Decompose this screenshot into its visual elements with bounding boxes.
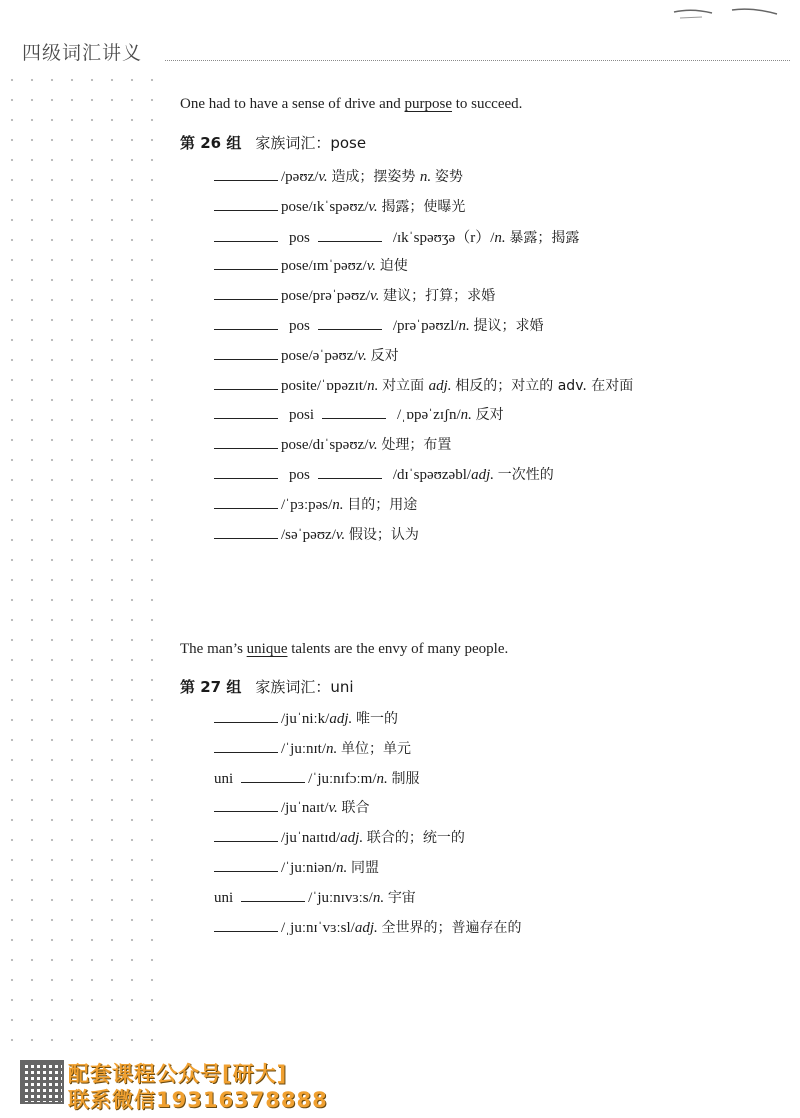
phonetic: pose/əˈpəʊz/ bbox=[281, 347, 358, 364]
qr-code-icon bbox=[20, 1060, 64, 1104]
part-of-speech: n. bbox=[332, 496, 344, 513]
phonetic: /dɪˈspəʊzəbl/ bbox=[392, 467, 472, 483]
vocab-entry bbox=[214, 226, 579, 247]
phonetic: /pəʊz/ bbox=[281, 169, 319, 185]
group-heading-26 bbox=[180, 132, 366, 153]
fill-in-blank[interactable] bbox=[214, 829, 278, 842]
fill-in-blank[interactable] bbox=[214, 740, 278, 753]
fill-in-blank[interactable] bbox=[214, 257, 278, 270]
meaning: 建议；打算；求婚 bbox=[383, 288, 496, 305]
fill-in-blank[interactable] bbox=[214, 317, 278, 330]
meaning: 联合 bbox=[341, 800, 370, 817]
vocab-entry bbox=[214, 315, 544, 335]
vocab-entry bbox=[214, 166, 463, 186]
fill-in-blank[interactable] bbox=[214, 466, 278, 479]
fill-in-blank[interactable] bbox=[241, 770, 305, 783]
fill-in-blank[interactable] bbox=[214, 229, 278, 242]
phonetic: /ˌjuːnɪˈvɜːsl/ bbox=[281, 919, 355, 936]
example-sentence-27 bbox=[180, 641, 508, 658]
sentence-text: to succeed. bbox=[452, 96, 523, 112]
vocab-entry bbox=[214, 464, 554, 484]
promo-banner bbox=[20, 1058, 328, 1112]
fill-in-blank[interactable] bbox=[214, 710, 278, 723]
part-of-speech: n. bbox=[326, 740, 338, 757]
phonetic: /ˈpɜːpəs/ bbox=[281, 496, 333, 513]
part-of-speech: n. bbox=[494, 229, 506, 246]
vocab-entry bbox=[214, 768, 420, 788]
vocab-entry bbox=[214, 797, 370, 817]
fill-in-blank[interactable] bbox=[214, 799, 278, 812]
word-prefix: uni bbox=[214, 770, 234, 787]
word-fragment: pos bbox=[289, 318, 310, 334]
phonetic: /səˈpəʊz/ bbox=[281, 526, 336, 543]
phonetic: /prəˈpəʊzl/ bbox=[392, 318, 459, 334]
meaning: 宇宙 bbox=[387, 889, 416, 906]
group-number: 第 26 组 bbox=[180, 134, 242, 152]
meaning: 姿势 bbox=[434, 169, 463, 185]
meaning: 目的；用途 bbox=[347, 496, 418, 513]
phonetic: /ˌɒpəˈzɪʃn/ bbox=[397, 407, 461, 424]
page-header-title: 四级词汇讲义 bbox=[22, 42, 143, 64]
part-of-speech: adj. bbox=[340, 830, 364, 847]
fill-in-blank[interactable] bbox=[214, 406, 278, 419]
meaning: 一次性的 bbox=[497, 467, 554, 483]
fill-in-blank[interactable] bbox=[214, 198, 278, 211]
fill-in-blank[interactable] bbox=[318, 317, 382, 330]
part-of-speech: n. bbox=[336, 860, 348, 876]
phonetic: /juˈniːk/ bbox=[281, 711, 330, 727]
sentence-keyword: unique bbox=[246, 641, 288, 657]
phonetic: /juˈnaɪt/ bbox=[281, 800, 329, 817]
part-of-speech: v. bbox=[368, 198, 378, 215]
phonetic: pose/prəˈpəʊz/ bbox=[281, 288, 371, 305]
fill-in-blank[interactable] bbox=[214, 436, 278, 449]
example-sentence-26 bbox=[180, 96, 522, 113]
part-of-speech: adj. bbox=[354, 919, 378, 936]
word-fragment: pos bbox=[289, 467, 310, 483]
part-of-speech: v. bbox=[318, 169, 328, 185]
fill-in-blank[interactable] bbox=[214, 526, 278, 539]
part-of-speech: v. bbox=[370, 288, 380, 305]
part-of-speech: n. bbox=[367, 377, 379, 394]
fill-in-blank[interactable] bbox=[214, 347, 278, 360]
part-of-speech: n. bbox=[376, 770, 388, 787]
word-prefix: uni bbox=[214, 889, 234, 906]
vocab-entry bbox=[214, 375, 633, 395]
vocab-entry bbox=[214, 708, 398, 728]
meaning: 同盟 bbox=[351, 860, 379, 876]
fill-in-blank[interactable] bbox=[214, 919, 278, 932]
meaning: 造成；摆姿势 bbox=[331, 169, 420, 185]
group-number: 第 27 组 bbox=[180, 678, 242, 696]
fill-in-blank[interactable] bbox=[214, 287, 278, 300]
meaning: 假设；认为 bbox=[348, 526, 419, 543]
fill-in-blank[interactable] bbox=[322, 406, 386, 419]
fill-in-blank[interactable] bbox=[214, 496, 278, 509]
sentence-text: One had to have a sense of drive and bbox=[180, 96, 405, 112]
meaning: 揭露；使曝光 bbox=[381, 198, 466, 215]
part-of-speech: v. bbox=[328, 800, 338, 817]
vocab-entry bbox=[214, 255, 408, 275]
phonetic: pose/dɪˈspəʊz/ bbox=[281, 437, 369, 454]
phonetic: /ˈjuːnɪfɔːm/ bbox=[308, 770, 377, 787]
phonetic: /ɪkˈspəʊʒə（r）/ bbox=[392, 229, 495, 246]
phonetic: /juˈnaɪtɪd/ bbox=[281, 830, 341, 847]
part-of-speech: n. bbox=[458, 318, 470, 334]
vocab-entry bbox=[214, 434, 451, 454]
vocab-entry bbox=[214, 345, 399, 365]
fill-in-blank[interactable] bbox=[318, 466, 382, 479]
vocab-entry bbox=[214, 917, 521, 937]
word-fragment: pos bbox=[289, 229, 310, 246]
part-of-speech: v. bbox=[335, 526, 346, 543]
meaning: 提议；求婚 bbox=[473, 318, 544, 334]
meaning: 对立面 bbox=[382, 377, 429, 394]
fill-in-blank[interactable] bbox=[214, 377, 278, 390]
vocab-entry bbox=[214, 494, 417, 514]
part-of-speech: v. bbox=[368, 437, 378, 454]
header-divider bbox=[165, 60, 790, 61]
promo-line-2: 联系微信19316378888 bbox=[68, 1088, 328, 1112]
vocab-entry bbox=[214, 827, 465, 847]
fill-in-blank[interactable] bbox=[318, 229, 382, 242]
meaning: 制服 bbox=[391, 770, 420, 787]
group-label: 家族词汇：uni bbox=[255, 678, 354, 696]
corner-scribble-icon bbox=[672, 4, 782, 24]
meaning: 暴露；揭露 bbox=[509, 229, 580, 246]
part-of-speech: adj. bbox=[329, 711, 353, 727]
meaning: 唯一的 bbox=[356, 711, 399, 727]
fill-in-blank[interactable] bbox=[214, 168, 278, 181]
vocab-entry bbox=[214, 524, 419, 544]
sentence-keyword: purpose bbox=[404, 96, 453, 112]
group-label: 家族词汇：pose bbox=[255, 134, 367, 152]
meaning: 相反的；对立的 adv. 在对面 bbox=[455, 377, 634, 394]
phonetic: /ˈjuːniən/ bbox=[281, 860, 336, 876]
meaning: 单位；单元 bbox=[341, 740, 411, 757]
group-heading-27 bbox=[180, 676, 354, 697]
promo-line-1: 配套课程公众号[研大] bbox=[68, 1062, 288, 1086]
sentence-text: talents are the envy of many people. bbox=[287, 641, 509, 657]
part-of-speech: n. bbox=[419, 169, 432, 185]
phonetic: /ˈjuːnɪt/ bbox=[281, 740, 326, 757]
dot-grid-margin bbox=[0, 70, 165, 1050]
vocab-entry bbox=[214, 887, 416, 907]
phonetic: posite/ˈɒpəzɪt/ bbox=[281, 377, 368, 394]
part-of-speech: adj. bbox=[471, 467, 494, 483]
sentence-text: The man’s bbox=[180, 641, 247, 657]
vocab-entry bbox=[214, 738, 411, 758]
meaning: 反对 bbox=[475, 407, 504, 424]
fill-in-blank[interactable] bbox=[214, 859, 278, 872]
word-fragment: posi bbox=[289, 407, 315, 424]
part-of-speech: v. bbox=[357, 347, 367, 364]
vocab-entry bbox=[214, 196, 465, 216]
meaning: 迫使 bbox=[379, 258, 408, 275]
phonetic: pose/ɪkˈspəʊz/ bbox=[281, 198, 369, 215]
phonetic: pose/ɪmˈpəʊz/ bbox=[281, 258, 367, 275]
part-of-speech: v. bbox=[366, 258, 377, 275]
meaning: 反对 bbox=[370, 347, 399, 364]
fill-in-blank[interactable] bbox=[241, 889, 305, 902]
part-of-speech: adj. bbox=[428, 377, 452, 394]
vocab-entry bbox=[214, 857, 379, 877]
vocab-entry bbox=[214, 285, 495, 305]
part-of-speech: n. bbox=[460, 407, 472, 424]
meaning: 联合的；统一的 bbox=[366, 830, 465, 847]
phonetic: /ˈjuːnɪvɜːs/ bbox=[308, 889, 373, 906]
part-of-speech: n. bbox=[372, 889, 385, 906]
vocab-entry bbox=[214, 404, 504, 424]
meaning: 全世界的；普遍存在的 bbox=[381, 919, 522, 936]
meaning: 处理；布置 bbox=[381, 437, 452, 454]
